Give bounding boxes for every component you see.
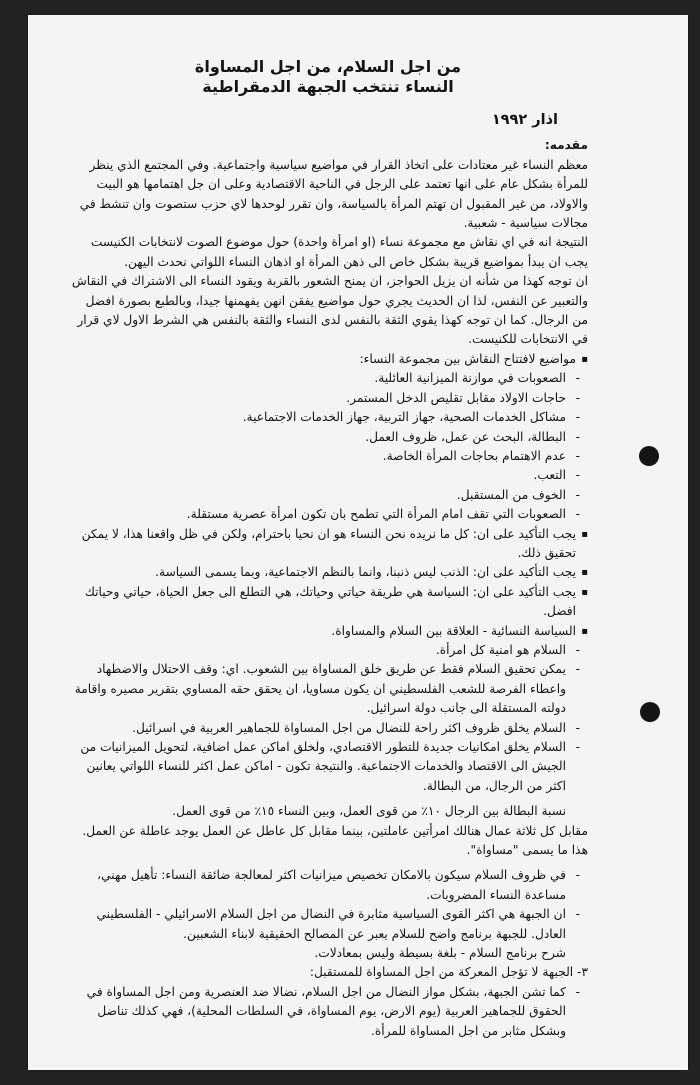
- list-item: - حاجات الاولاد مقابل تقليص الدخل المستمر.: [68, 389, 588, 408]
- paragraph: نسبة البطالة بين الرجال ١٠٪ من قوى العمل، وبين النساء ١٥٪ من قوى العمل.: [172, 804, 566, 819]
- list-item: - يمكن تحقيق السلام فقط عن طريق خلق المساواة بين الشعوب. اي: وقف الاحتلال والاضطهاد واعطاء الفرصة للشعب الفلسطيني ان يكون مساويا، ان يحقق حقه المساوي بتقرير مصيره واقامة دولته المستقلة الى جانب دولة اسرائيل.: [68, 660, 588, 718]
- paragraph: النتيجة انه في اي نقاش مع مجموعة نساء (او امرأة واحدة) حول موضوع الصوت لانتخابات الكنيست يجب ان يبدأ بمواضيع قريبة بشكل خاص الى ذهن المرأة او اذهان النساء اللواتي نحدث اليهن.: [90, 235, 588, 269]
- topics-list: [68, 369, 588, 524]
- title-line: النساء تنتخب الجبهة الدمقراطية: [202, 77, 454, 96]
- list-item: - البطالة، البحث عن عمل، ظروف العمل.: [68, 428, 588, 447]
- topics-heading: ▪ مواضيع لافتتاح النقاش بين مجموعة النساء:: [68, 350, 588, 369]
- list-item: - الصعوبات التي تقف امام المرأة التي تطمح بان تكون امرأة عصرية مستقلة.: [68, 505, 588, 524]
- list-item: ▪ السياسة النسائية - العلاقة بين السلام والمساواة.: [68, 622, 588, 641]
- list-item: - عدم الاهتمام بحاجات المرأة الخاصة.: [68, 447, 588, 466]
- list-item: - كما تشن الجبهة، بشكل مواز النضال من اجل السلام، نضالا ضد العنصرية ومن اجل المساواة في الحقوق للجماهير العربية (يوم الارض، يوم المساواة، في السلطات المحلية)، فهي كذلك تناضل وبشكل مثابر من اجل المساواة للمرأة.: [68, 983, 588, 1041]
- paragraph: مقابل كل ثلاثة عمال هنالك امرأتين عاملتين، بينما مقابل كل عاطل عن العمل يوجد عاطلة عن العمل. هذا ما يسمى "مساواة".: [82, 823, 588, 858]
- list-item: - الصعوبات في موازنة الميزانية العائلية.: [68, 369, 588, 388]
- document-page: [28, 15, 688, 1070]
- intro-heading: مقدمه:: [544, 138, 588, 153]
- list-item: - في ظروف السلام سيكون بالامكان تخصيص ميزانيات اكثر لمعالجة ضائقة النساء: تأهيل مهني، مساعدة النساء المضروبات.: [68, 866, 588, 905]
- list-item: - السلام يخلق امكانيات جديدة للتطور الاقتصادي، ولخلق اماكن عمل اضافية، لتحويل الميزانيات من الجيش الى الاقتصاد والخدمات الاجتماعية. والنتيجة تكون - اماكن عمل اكثر للنساء اللواتي يعانين اكثر من الرجال، من البطالة.: [68, 738, 588, 796]
- list-item: - التعب.: [68, 466, 588, 485]
- document-date: اذار ١٩٩٢: [491, 112, 558, 128]
- list-item: - الخوف من المستقبل.: [68, 486, 588, 505]
- list-item: ▪ يجب التأكيد على ان: كل ما نريده نحن النساء هو ان نحيا باحترام، ولكن في ظل واقعنا هذا، لا يمكن تحقيق ذلك.: [68, 525, 588, 564]
- document-title: [68, 57, 588, 97]
- list-item: - السلام يخلق ظروف اكثر راحة للنضال من اجل المساواة للجماهير العربية في اسرائيل.: [68, 719, 588, 738]
- punch-hole: [640, 702, 660, 722]
- section-heading: ٣- الجبهة لا تؤجل المعركة من اجل المساواة للمستقبل:: [309, 965, 588, 980]
- list-item: - السلام هو امنية كل امرأة.: [68, 641, 588, 660]
- punch-hole: [639, 446, 659, 466]
- list-item: - مشاكل الخدمات الصحية، جهاز التربية، جهاز الخدمات الاجتماعية.: [68, 408, 588, 427]
- paragraph: ان توجه كهذا من شأنه ان يزيل الحواجز، ان يمنح الشعور بالقربة ويقود النساء الى الاشتراك في النقاش والتعبير عن النفس، لذا ان الحديث يجري حول مواضيع يفقن انهن يفهمنها جيدا، وبالطبع بصورة افضل من الرجال. كما ان توجه كهذا يقوي الثقة بالنفس لدى النساء والثقة بالنفس هي الشرط الاول لاي قرار في الانتخابات للكنيست.: [71, 274, 588, 347]
- title-line: من اجل السلام، من اجل المساواة: [194, 57, 462, 76]
- emphasis-list: [68, 525, 588, 641]
- list-item: ▪ يجب التأكيد على ان: السياسة هي طريقة حياتي وحياتك، هي التطلع الى جعل الحياة، حياتي وحياتك افضل.: [68, 583, 588, 622]
- paragraph: شرح برنامج السلام - بلغة بسيطة وليس بمعادلات.: [314, 946, 566, 961]
- paragraph: معظم النساء غير معتادات على اتخاذ القرار في مواضيع سياسية واجتماعية. وفي المجتمع الذي ينظر للمرأة بشكل عام على انها تعتمد على الرجل في الناحية الاقتصادية وعلى ان جل اهتمامها هو البيت والاولاد، من غير المقبول ان تهتم المرأة بالسياسة، وان تقرر لوحدها لاي حزب ستصوت وان تنشط في مجالات سياسية - شعبية.: [79, 157, 588, 231]
- list-item: ▪ يجب التأكيد على ان: الذنب ليس ذنبنا، وانما بالنظم الاجتماعية، وبما يسمى السياسة.: [68, 563, 588, 582]
- document-body: [68, 57, 588, 1041]
- list-item: - ان الجبهة هي اكثر القوى السياسية مثابرة في النضال من اجل السلام الاسرائيلي - الفلسطيني العادل. للجبهة برنامج واضح للسلام يعبر عن المصالح الحقيقية لابناء الشعبين.: [68, 905, 588, 944]
- peace-list: [68, 641, 588, 796]
